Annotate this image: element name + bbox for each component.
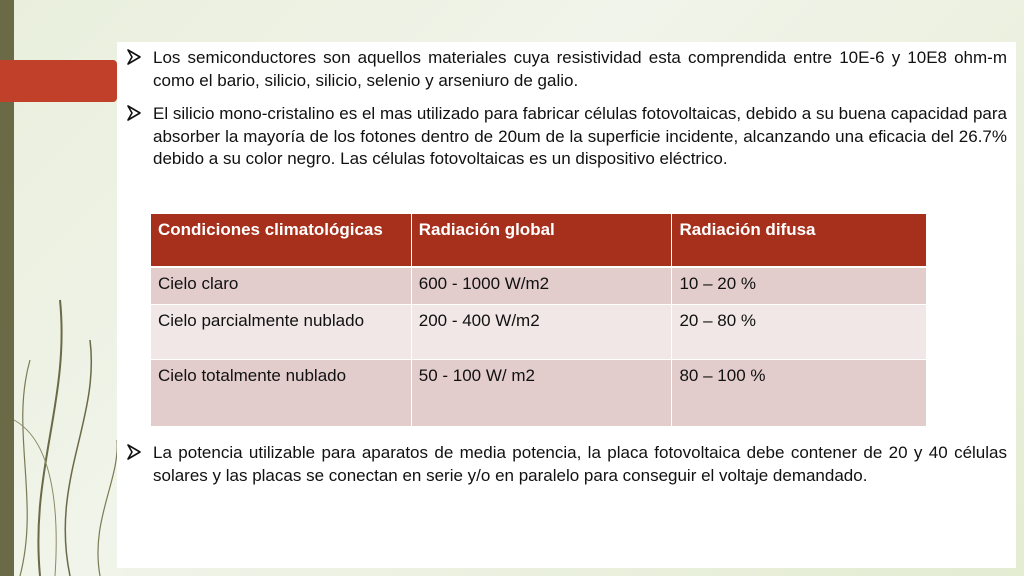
header-radiacion-global: Radiación global	[411, 214, 672, 268]
slide-content	[117, 42, 1016, 568]
arrow-bullet-icon	[126, 48, 150, 70]
table-cell: 200 - 400 W/m2	[411, 305, 672, 360]
table-header-row	[151, 214, 927, 268]
table-cell: 80 – 100 %	[672, 360, 927, 427]
table-cell: 600 - 1000 W/m2	[411, 267, 672, 305]
table-cell: Cielo parcialmente nublado	[151, 305, 412, 360]
bullet-text-semiconductores: Los semiconductores son aquellos materiales cuya resistividad esta comprendida entre 10E-6 y 10E8 ohm-m como el bario, silicio, silicio, selenio y arseniuro de galio.	[153, 48, 1007, 90]
table-cell: 10 – 20 %	[672, 267, 927, 305]
header-radiacion-difusa: Radiación difusa	[672, 214, 927, 268]
bullet-text-silicio: El silicio mono-cristalino es el mas utilizado para fabricar células fotovoltaicas, debido a su buena capacidad para absorber la mayoría de los fotones dentro de 20um de la superficie incidente, alcanzando una eficacia del 26.7% debido a su color negro. Las células fotovoltaicas es un dispositivo eléctrico.	[153, 104, 1007, 168]
table-cell: Cielo totalmente nublado	[151, 360, 412, 427]
table-row	[151, 267, 927, 305]
table-row	[151, 360, 927, 427]
arrow-bullet-icon	[126, 443, 150, 465]
arrow-bullet-icon	[126, 104, 150, 126]
table-cell: Cielo claro	[151, 267, 412, 305]
radiation-table	[150, 213, 927, 427]
header-condiciones: Condiciones climatológicas	[151, 214, 412, 268]
accent-tab	[0, 60, 117, 102]
table-row	[151, 305, 927, 360]
table-cell: 20 – 80 %	[672, 305, 927, 360]
table-cell: 50 - 100 W/ m2	[411, 360, 672, 427]
bullet-text-potencia: La potencia utilizable para aparatos de media potencia, la placa fotovoltaica debe contener de 20 y 40 células solares y las placas se conectan en serie y/o en paralelo para conseguir el voltaje demandado.	[153, 443, 1007, 485]
